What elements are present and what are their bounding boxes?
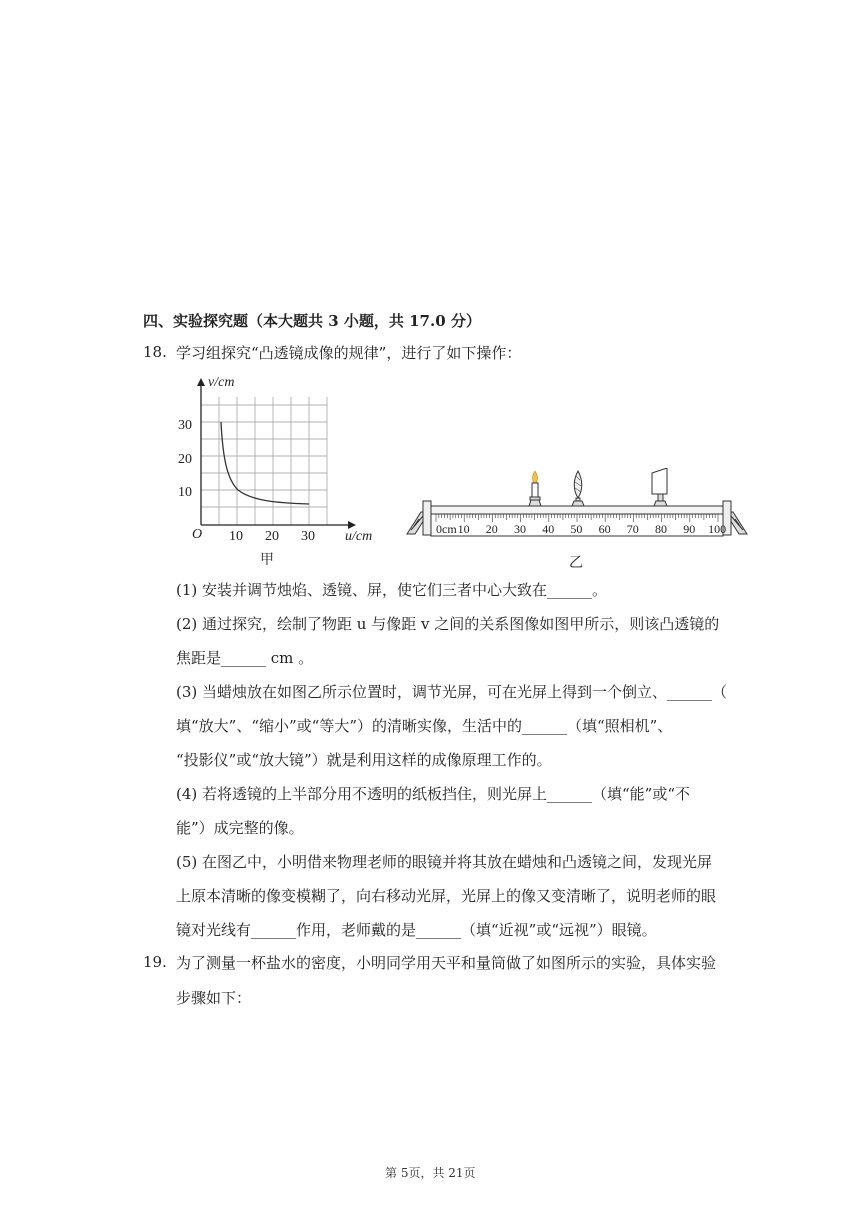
- q18-line-1: (1) 安装并调节烛焰、透镜、屏，使它们三者中心大致在______。: [176, 581, 608, 599]
- q18-line-4: (3) 当蜡烛放在如图乙所示位置时，调节光屏，可在光屏上得到一个倒立、______（: [176, 683, 728, 701]
- q18-line-3: 焦距是______ cm 。: [176, 649, 314, 667]
- u-v-curve: [221, 422, 309, 504]
- question-18-number: 18.: [143, 343, 167, 361]
- q18-line-7: (4) 若将透镜的上半部分用不透明的纸板挡住，则光屏上______（填“能”或“不: [176, 785, 691, 803]
- origin-label: O: [192, 527, 203, 542]
- ruler-label: 0cm: [436, 522, 457, 536]
- figure-yi-optical-bench: [405, 468, 750, 576]
- q18-line-11: 镜对光线有______作用，老师戴的是______（填“近视”或“远视”）眼镜。: [176, 921, 657, 939]
- x-tick-10: 10: [229, 529, 243, 544]
- ruler-label: 10: [457, 522, 470, 536]
- page-footer: 第 5页，共 21页: [385, 1166, 476, 1180]
- section-title: 四、实验探究题（本大题共 3 小题，共 17.0 分）: [143, 312, 481, 330]
- ruler-label: 50: [570, 522, 583, 536]
- q18-line-5: 填“放大”、“缩小”或“等大”）的清晰实像，生活中的______（填“照相机”、: [176, 717, 673, 735]
- graph-grid: [201, 397, 327, 525]
- figure-jia-caption: 甲: [260, 553, 274, 568]
- ruler-label: 80: [655, 522, 667, 536]
- candle: [529, 471, 541, 506]
- q19-line-1: 为了测量一杯盐水的密度，小明同学用天平和量筒做了如图所示的实验，具体实验: [176, 954, 717, 972]
- x-axis-arrow: [348, 521, 356, 529]
- ruler-label: 60: [598, 522, 611, 536]
- x-axis-label: u/cm: [345, 529, 373, 544]
- q18-line-9: (5) 在图乙中，小明借来物理老师的眼镜并将其放在蜡烛和凸透镜之间，发现光屏: [176, 853, 713, 871]
- y-axis-arrow: [197, 378, 205, 386]
- q18-line-2: (2) 通过探究，绘制了物距 u 与像距 v 之间的关系图像如图甲所示，则该凸透镜的: [176, 615, 720, 633]
- q18-line-10: 上原本清晰的像变模糊了，向右移动光屏，光屏上的像又变清晰了，说明老师的眼: [176, 887, 717, 905]
- y-tick-20: 20: [178, 452, 192, 467]
- ruler-label: 100: [708, 522, 727, 536]
- ruler-label: 40: [542, 522, 555, 536]
- ruler-label: 70: [626, 522, 639, 536]
- q18-line-6: “投影仪”或“放大镜”）就是利用这样的成像原理工作的。: [176, 751, 552, 769]
- figure-jia-graph: [170, 372, 390, 572]
- question-19-number: 19.: [143, 953, 167, 971]
- question-18-stem: 学习组探究“凸透镜成像的规律”，进行了如下操作：: [176, 344, 522, 362]
- y-tick-10: 10: [178, 485, 192, 500]
- q18-line-8: 能”）成完整的像。: [176, 819, 304, 837]
- figure-yi-caption: 乙: [569, 556, 583, 571]
- y-tick-30: 30: [178, 418, 192, 433]
- convex-lens: [572, 471, 584, 506]
- bench-rail: [431, 506, 723, 514]
- x-tick-20: 20: [265, 529, 279, 544]
- bench-left-end: [423, 501, 431, 535]
- light-screen: [652, 468, 667, 506]
- y-axis-label: v/cm: [208, 375, 235, 390]
- ruler-label: 20: [485, 522, 498, 536]
- x-tick-30: 30: [301, 529, 315, 544]
- ruler-label: 30: [514, 522, 526, 536]
- q19-line-2: 步骤如下：: [176, 989, 252, 1007]
- ruler-label: 90: [683, 522, 696, 536]
